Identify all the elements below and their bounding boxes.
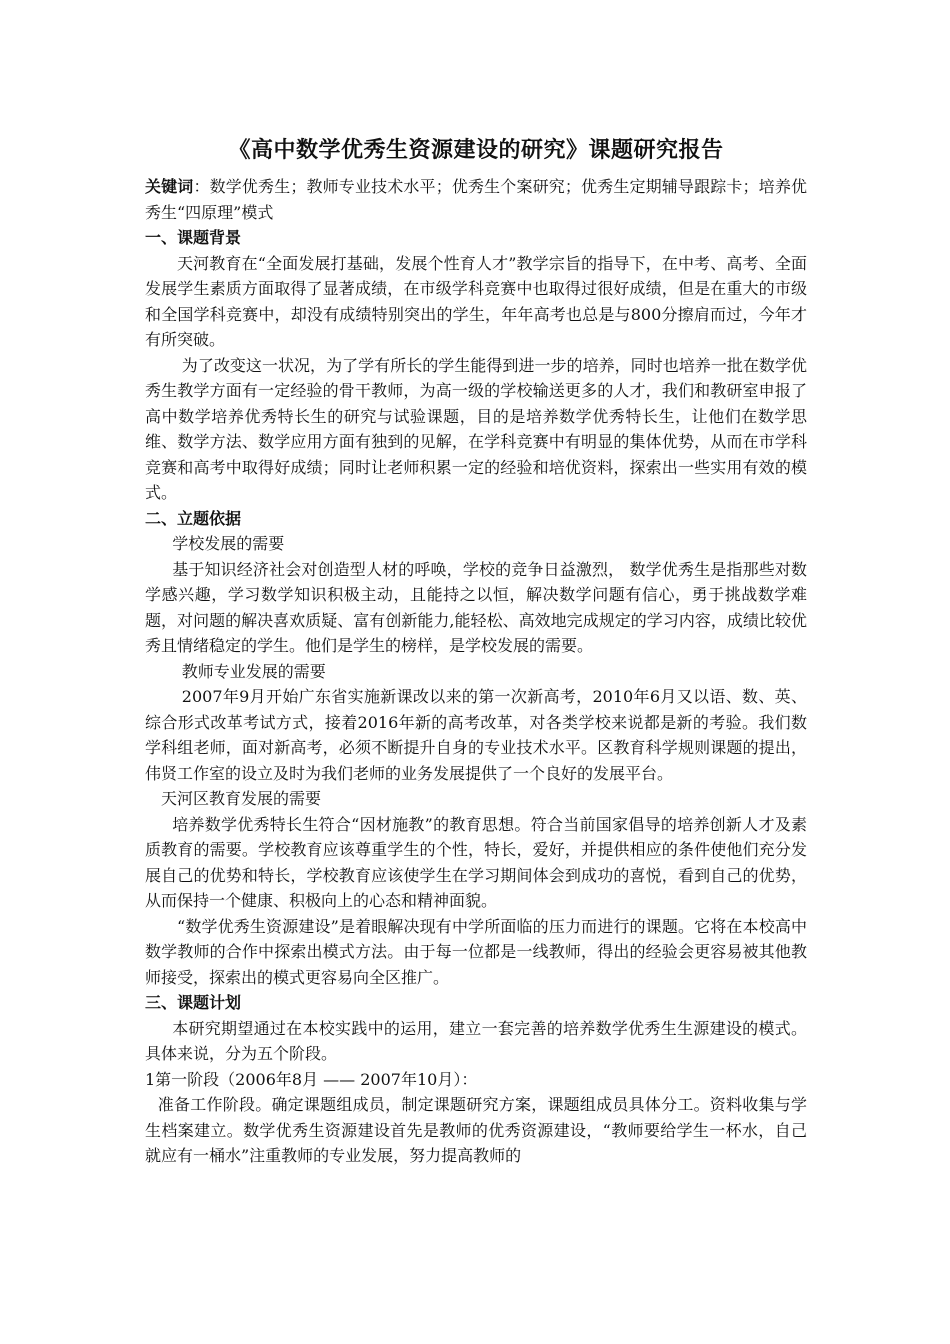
subheading-district-development: 天河区教育发展的需要 (161, 789, 322, 808)
subheading-teacher-development: 教师专业发展的需要 (181, 661, 326, 681)
document-title: 《高中数学优秀生资源建设的研究》课题研究报告 (228, 137, 724, 163)
plan-paragraph-2: 准备工作阶段。确定课题组成员，制定课题研究方案，课题组成员具体分工。资料收集与学生档案建立。数学优秀生资源建设首先是教师的优秀资源建设，“教师要给学生一杯水，自己就应有一桶水”注重教师的专业发展，努力提高教师的 (145, 1095, 807, 1165)
section-heading-basis: 二、立题依据 (145, 508, 242, 528)
subheading-school-development: 学校发展的需要 (172, 534, 285, 553)
basis-paragraph-1: 基于知识经济社会对创造型人材的呼唤，学校的竞争日益激烈， 数学优秀生是指那些对数学感兴趣，学习数学知识积极主动，且能持之以恒，解决数学问题有信心，勇于挑战数学难题，对问题的解决喜欢质疑、富有创新能力,能轻松、高效地完成规定的学习内容，成绩比较优秀且情绪稳定的学生。他们是学生的榜样，是学校发展的需要。 (145, 559, 807, 655)
keywords-line (145, 174, 807, 225)
basis-paragraph-3: 培养数学优秀特长生符合“因材施教”的教育思想。符合当前国家倡导的培养创新人才及素质教育的需要。学校教育应该尊重学生的个性，特长，爱好，并提供相应的条件使他们充分发展自己的优势和特长，学校教育应该使学生在学习期间体会到成功的喜悦，看到自己的优势，从而保持一个健康、积极向上的心态和精神面貌。 (145, 814, 807, 910)
keywords-label: 关键词 (145, 177, 194, 196)
basis-paragraph-4: “数学优秀生资源建设”是着眼解决现有中学所面临的压力而进行的课题。它将在本校高中数学教师的合作中探索出模式方法。由于每一位都是一线教师，得出的经验会更容易被其他教师接受，探索出的模式更容易向全区推广。 (145, 916, 807, 987)
keywords-text: ：数学优秀生；教师专业技术水平；优秀生个案研究；优秀生定期辅导跟踪卡；培养优秀生“四原理”模式 (145, 177, 807, 222)
basis-paragraph-2: 2007年9月开始广东省实施新课改以来的第一次新高考，2010年6月又以语、数、英、综合形式改革考试方式，接着2016年新的高考改革，对各类学校来说都是新的考验。我们数学科组老师，面对新高考，必须不断提升自身的专业技术水平。区教育科学规则课题的提出，伟贤工作室的设立及时为我们老师的业务发展提供了一个良好的发展平台。 (145, 687, 807, 783)
plan-stage-1: 1第一阶段（2006年8月 —— 2007年10月）： (145, 1069, 478, 1089)
section-heading-background: 一、课题背景 (145, 228, 242, 247)
background-paragraph-1: 天河教育在“全面发展打基础，发展个性育人才”教学宗旨的指导下，在中考、高考、全面发展学生素质方面取得了显著成绩，在市级学科竞赛中也取得过很好成绩，但是在重大的市级和全国学科竞赛中，却没有成绩特别突出的学生，年年高考也总是与800分擦肩而过，今年才有所突破。 (145, 253, 807, 349)
background-paragraph-2: 为了改变这一状况，为了学有所长的学生能得到进一步的培养，同时也培养一批在数学优秀生教学方面有一定经验的骨干教师，为高一级的学校输送更多的人才，我们和教研室申报了高中数学培养优秀特长生的研究与试验课题，目的是培养数学优秀特长生，让他们在数学思维、数学方法、数学应用方面有独到的见解，在学科竞赛中有明显的集体优势，从而在市学科竞赛和高考中取得好成绩；同时让老师积累一定的经验和培优资料，探索出一些实用有效的模式。 (145, 355, 807, 502)
section-heading-plan: 三、课题计划 (145, 993, 242, 1012)
plan-paragraph-1: 本研究期望通过在本校实践中的运用，建立一套完善的培养数学优秀生生源建设的模式。具体来说，分为五个阶段。 (145, 1018, 807, 1063)
document-page (145, 134, 807, 1169)
